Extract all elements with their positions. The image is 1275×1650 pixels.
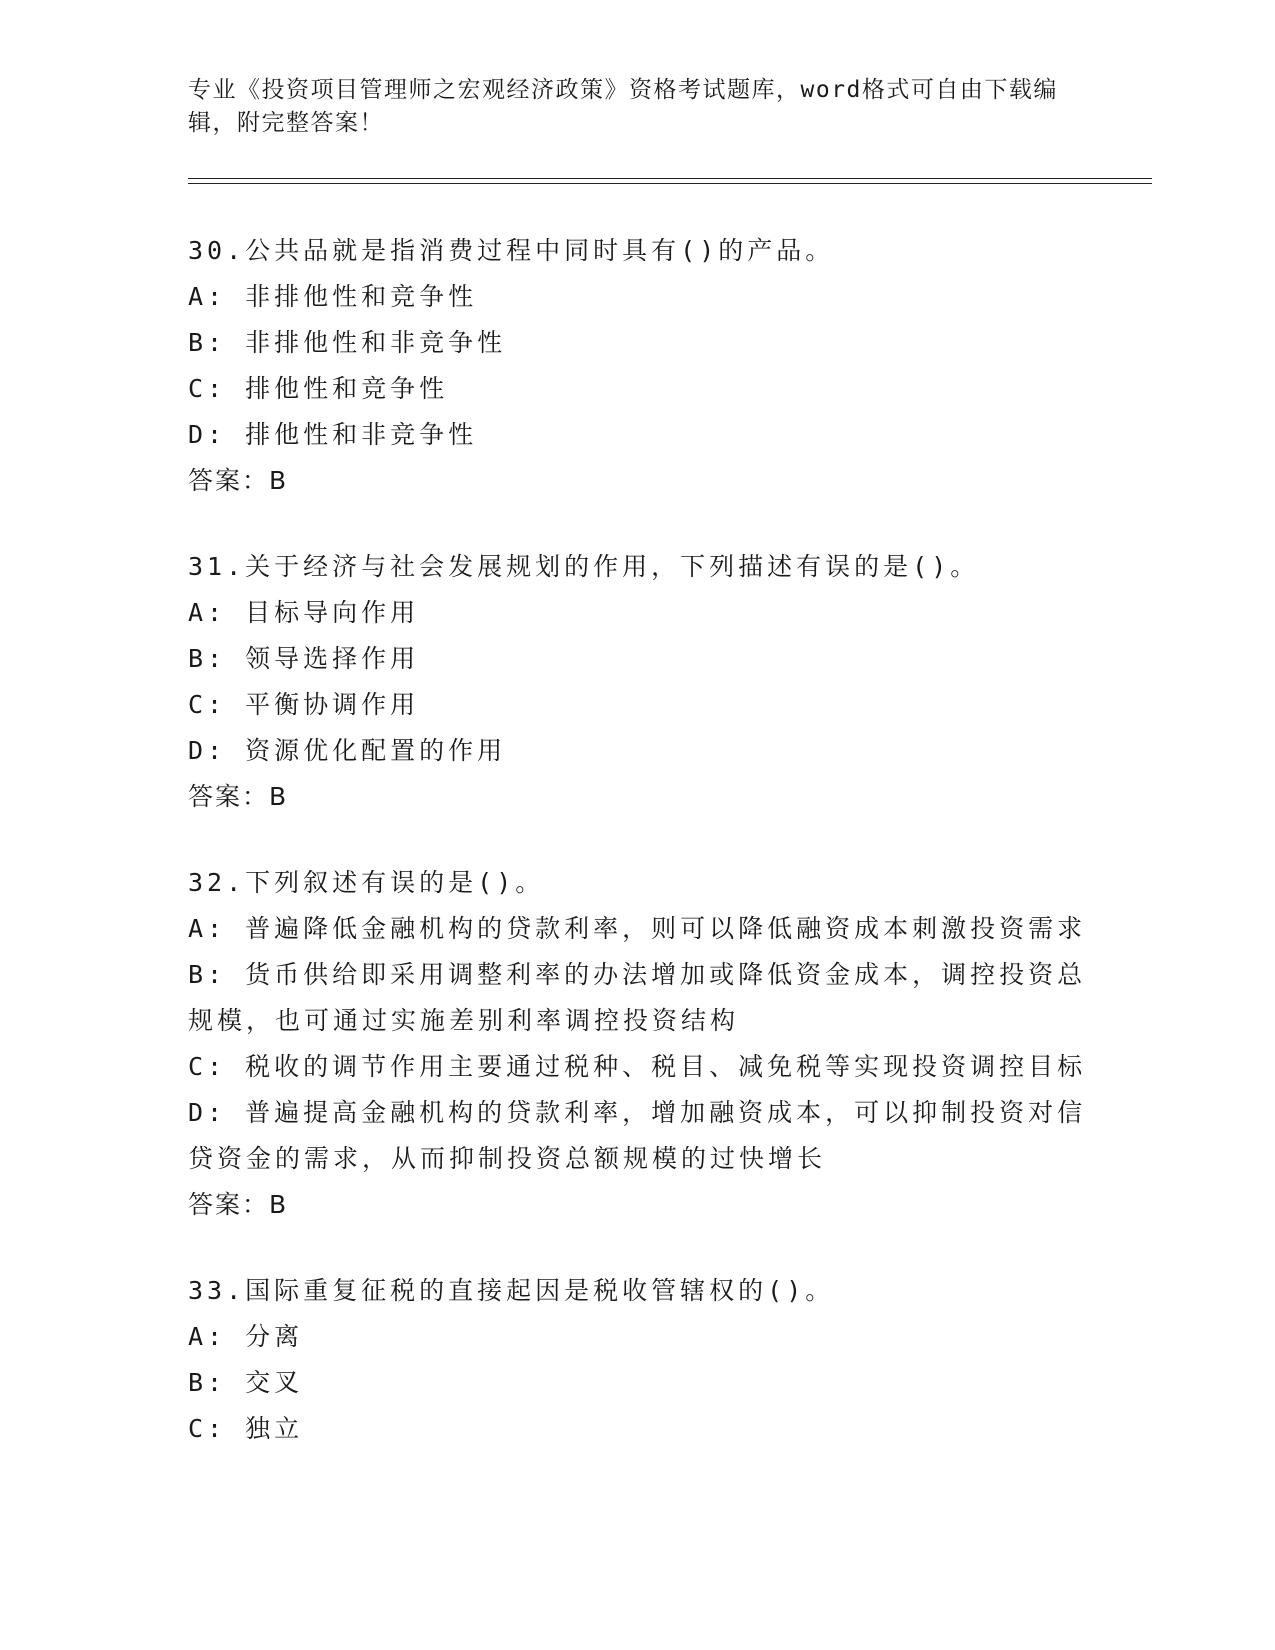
answer: 答案：B — [188, 782, 289, 811]
option-a: A: 非排他性和竞争性 — [188, 282, 478, 311]
option-c: C: 平衡协调作用 — [188, 690, 420, 719]
option-c: C: 独立 — [188, 1414, 304, 1443]
option-a: A: 分离 — [188, 1322, 304, 1351]
option-a: A: 普遍降低金融机构的贷款利率，则可以降低融资成本刺激投资需求 — [188, 914, 1087, 943]
answer: 答案：B — [188, 466, 289, 495]
question-stem: 31.关于经济与社会发展规划的作用，下列描述有误的是()。 — [188, 552, 980, 581]
question-32 — [188, 860, 1088, 1228]
header-divider-bottom — [188, 183, 1152, 184]
option-d: D: 普遍提高金融机构的贷款利率，增加融资成本，可以抑制投资对信贷资金的需求，从而抑制投资总额规模的过快增长 — [188, 1098, 1087, 1173]
option-d: D: 排他性和非竞争性 — [188, 420, 478, 449]
question-33 — [188, 1268, 1088, 1452]
document-header: 专业《投资项目管理师之宏观经济政策》资格考试题库，word格式可自由下载编辑，附完整答案！ — [188, 77, 1058, 136]
option-b: B: 领导选择作用 — [188, 644, 420, 673]
header-divider-top — [188, 178, 1152, 179]
option-c: C: 税收的调节作用主要通过税种、税目、减免税等实现投资调控目标 — [188, 1052, 1087, 1081]
option-c: C: 排他性和竞争性 — [188, 374, 449, 403]
option-b: B: 货币供给即采用调整利率的办法增加或降低资金成本，调控投资总规模，也可通过实施差别利率调控投资结构 — [188, 960, 1087, 1035]
option-d: D: 资源优化配置的作用 — [188, 736, 507, 765]
question-stem: 33.国际重复征税的直接起因是税收管辖权的()。 — [188, 1276, 835, 1305]
question-stem: 30.公共品就是指消费过程中同时具有()的产品。 — [188, 236, 835, 265]
question-31 — [188, 544, 1088, 820]
option-a: A: 目标导向作用 — [188, 598, 420, 627]
answer: 答案：B — [188, 1190, 289, 1219]
option-b: B: 非排他性和非竞争性 — [188, 328, 507, 357]
option-b: B: 交叉 — [188, 1368, 304, 1397]
question-stem: 32.下列叙述有误的是()。 — [188, 868, 545, 897]
question-list — [188, 228, 1088, 1492]
question-30 — [188, 228, 1088, 504]
